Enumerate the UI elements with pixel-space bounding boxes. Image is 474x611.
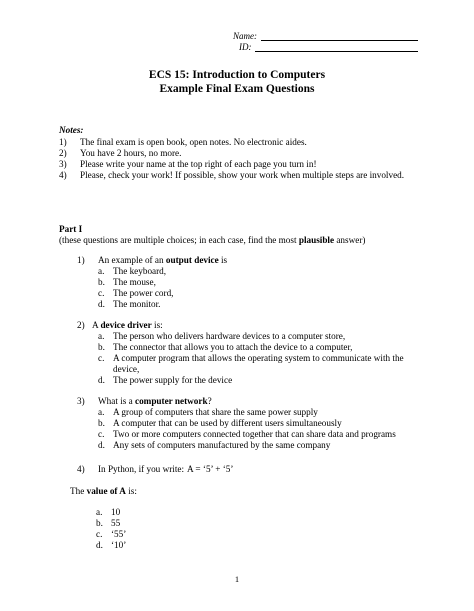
question-keyword: device driver bbox=[100, 320, 152, 330]
option-text: A group of computers that share the same power supply bbox=[113, 407, 318, 417]
note-text: You have 2 hours, no more. bbox=[80, 148, 182, 158]
question-text bbox=[92, 320, 163, 331]
question-text bbox=[98, 396, 212, 407]
question-text-part: An example of an bbox=[98, 255, 166, 265]
instructions-emphasis: plausible bbox=[298, 235, 335, 245]
option-text: The power supply for the device bbox=[113, 375, 233, 385]
name-line bbox=[261, 40, 418, 41]
note-text: Please write your name at the top right of each page you turn in! bbox=[80, 159, 317, 169]
value-prompt bbox=[70, 486, 137, 497]
option-letter: d. bbox=[98, 375, 105, 385]
question-text: In Python, if you write: bbox=[98, 464, 184, 474]
note-number: 3) bbox=[59, 159, 67, 169]
page-number: 1 bbox=[234, 574, 240, 584]
question-text-part: is: bbox=[151, 320, 163, 330]
question-text-part: A bbox=[92, 320, 101, 330]
prompt-keyword: value of A bbox=[86, 486, 126, 496]
exam-title: ECS 15: Introduction to Computers bbox=[148, 69, 326, 81]
option-letter: c. bbox=[96, 529, 103, 539]
option-letter: c. bbox=[98, 429, 105, 439]
option-text: A computer that can be used by different users simultaneously bbox=[113, 418, 342, 428]
option-letter: d. bbox=[98, 440, 105, 450]
option-letter: a. bbox=[98, 331, 105, 341]
question-text-part: is bbox=[218, 255, 228, 265]
question-number: 2) bbox=[77, 320, 85, 330]
option-text: The power cord, bbox=[113, 288, 174, 298]
option-letter: b. bbox=[98, 418, 105, 428]
option-letter: a. bbox=[96, 507, 103, 517]
option-letter: a. bbox=[98, 266, 105, 276]
question-text-part: ? bbox=[207, 396, 212, 406]
python-code: A = ‘5’ + ‘5’ bbox=[187, 464, 234, 474]
question-keyword: computer network bbox=[135, 396, 208, 406]
option-letter: d. bbox=[98, 299, 105, 309]
name-label: Name: bbox=[233, 31, 257, 41]
option-letter: d. bbox=[96, 540, 103, 550]
note-number: 4) bbox=[59, 170, 67, 180]
option-text: Any sets of computers manufactured by the same company bbox=[113, 440, 331, 450]
notes-label: Notes: bbox=[59, 125, 84, 135]
question-number: 1) bbox=[77, 255, 85, 265]
option-text: The monitor. bbox=[113, 299, 161, 309]
instructions-text: answer) bbox=[334, 235, 366, 245]
note-number: 1) bbox=[59, 137, 67, 147]
note-text: The final exam is open book, open notes. No electronic aides. bbox=[80, 137, 307, 147]
part-heading: Part I bbox=[59, 224, 83, 234]
option-letter: a. bbox=[98, 407, 105, 417]
option-text: The mouse, bbox=[113, 277, 156, 287]
question-text-part: What is a bbox=[98, 396, 135, 406]
question-text bbox=[98, 255, 227, 266]
option-letter: b. bbox=[98, 277, 105, 287]
id-line bbox=[255, 51, 418, 52]
note-number: 2) bbox=[59, 148, 67, 158]
option-text: A computer program that allows the operating system to communicate with the bbox=[113, 353, 404, 363]
part-instructions bbox=[59, 235, 365, 246]
option-letter: b. bbox=[98, 342, 105, 352]
option-text: The keyboard, bbox=[113, 266, 167, 276]
option-letter: c. bbox=[98, 288, 105, 298]
question-number: 3) bbox=[77, 396, 85, 406]
exam-subtitle: Example Final Exam Questions bbox=[159, 83, 315, 95]
question-keyword: output device bbox=[165, 255, 219, 265]
instructions-text: (these questions are multiple choices; in each case, find the most bbox=[59, 235, 299, 245]
prompt-text: is: bbox=[125, 486, 137, 496]
id-label: ID: bbox=[239, 42, 252, 52]
question-number: 4) bbox=[77, 464, 85, 474]
option-text: ‘10’ bbox=[111, 540, 127, 550]
option-letter: c. bbox=[98, 353, 105, 363]
option-text-continued: device, bbox=[113, 364, 140, 374]
option-letter: b. bbox=[96, 518, 103, 528]
option-text: Two or more computers connected together that can share data and programs bbox=[113, 429, 396, 439]
option-text: The person who delivers hardware devices to a computer store, bbox=[113, 331, 346, 341]
option-text: The connector that allows you to attach the device to a computer, bbox=[113, 342, 353, 352]
prompt-text: The bbox=[70, 486, 87, 496]
option-text: 55 bbox=[111, 518, 121, 528]
option-text: 10 bbox=[111, 507, 121, 517]
option-text: ‘55’ bbox=[111, 529, 127, 539]
note-text: Please, check your work! If possible, show your work when multiple steps are involved. bbox=[80, 170, 405, 180]
